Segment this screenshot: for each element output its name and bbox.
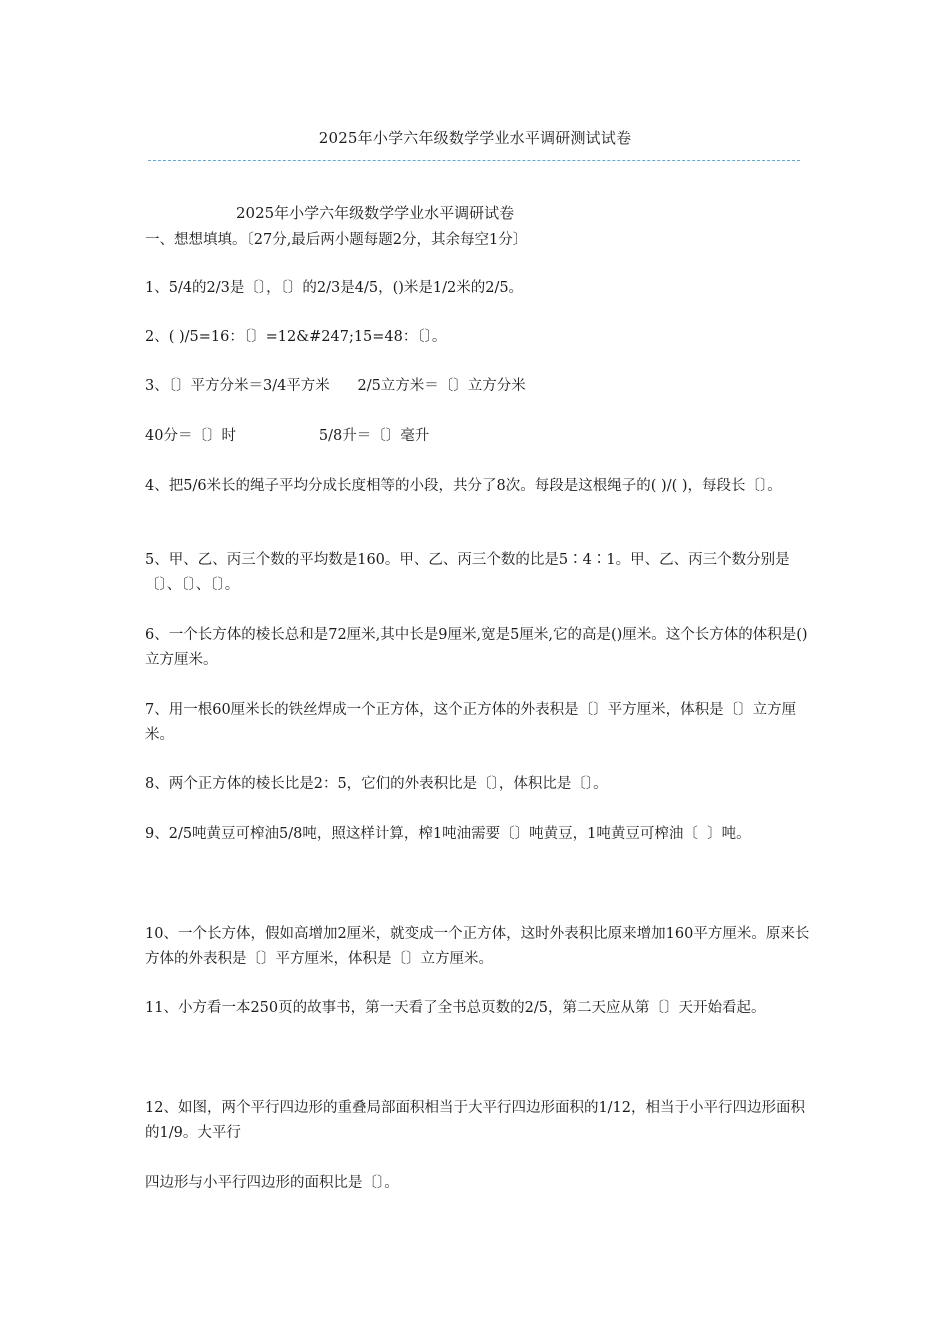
question-6: 6、一个长方体的棱长总和是72厘米,其中长是9厘米,宽是5厘米,它的高是()厘米。这个长方体的体积是()立方厘米。: [145, 627, 808, 668]
question-12-part-2: 四边形与小平行四边形的面积比是〔〕。: [145, 1175, 399, 1191]
question-3-line-1: 3、〔〕平方分米＝3/4平方米 2/5立方米＝〔〕立方分米: [145, 378, 526, 394]
question-7: 7、用一根60厘米长的铁丝焊成一个正方体，这个正方体的外表积是〔〕平方厘米，体积是〔〕立方厘米。: [145, 702, 797, 743]
paper-title: 2025年小学六年级数学学业水平调研试卷: [236, 204, 515, 222]
question-2: 2、( )/5=16：〔〕=12&#247;15=48：〔〕。: [145, 329, 447, 345]
document-header-title: 2025年小学六年级数学学业水平调研测试试卷: [318, 129, 632, 147]
question-8: 8、两个正方体的棱长比是2：5，它们的外表积比是〔〕，体积比是〔〕。: [145, 776, 608, 792]
question-5: 5、甲、乙、丙三个数的平均数是160。甲、乙、丙三个数的比是5∶4∶1。甲、乙、丙三个数分别是〔〕、〔〕、〔〕。: [145, 552, 790, 593]
question-11: 11、小方看一本250页的故事书，第一天看了全书总页数的2/5，第二天应从第〔〕天开始看起。: [145, 1000, 766, 1016]
question-10: 10、一个长方体，假如高增加2厘米，就变成一个正方体，这时外表积比原来增加160平方厘米。原来长方体的外表积是〔〕平方厘米，体积是〔〕立方厘米。: [145, 926, 810, 967]
question-4: 4、把5/6米长的绳子平均分成长度相等的小段，共分了8次。每段是这根绳子的( )/( )，每段长〔〕。: [145, 478, 782, 494]
question-12-part-1: 12、如图，两个平行四边形的重叠局部面积相当于大平行四边形面积的1/12，相当于小平行四边形面积的1/9。大平行: [145, 1100, 806, 1141]
question-9: 9、2/5吨黄豆可榨油5/8吨，照这样计算，榨1吨油需要〔〕吨黄豆，1吨黄豆可榨油〔 〕吨。: [145, 826, 751, 842]
header-divider: [148, 160, 800, 161]
question-3-line-2: 40分＝〔〕时 5/8升＝〔〕毫升: [145, 428, 430, 444]
question-1: 1、5/4的2/3是〔〕，〔〕的2/3是4/5，()米是1/2米的2/5。: [145, 280, 524, 296]
section-heading: 一、想想填填。〔27分,最后两小题每题2分，其余每空1分〕: [145, 232, 528, 248]
